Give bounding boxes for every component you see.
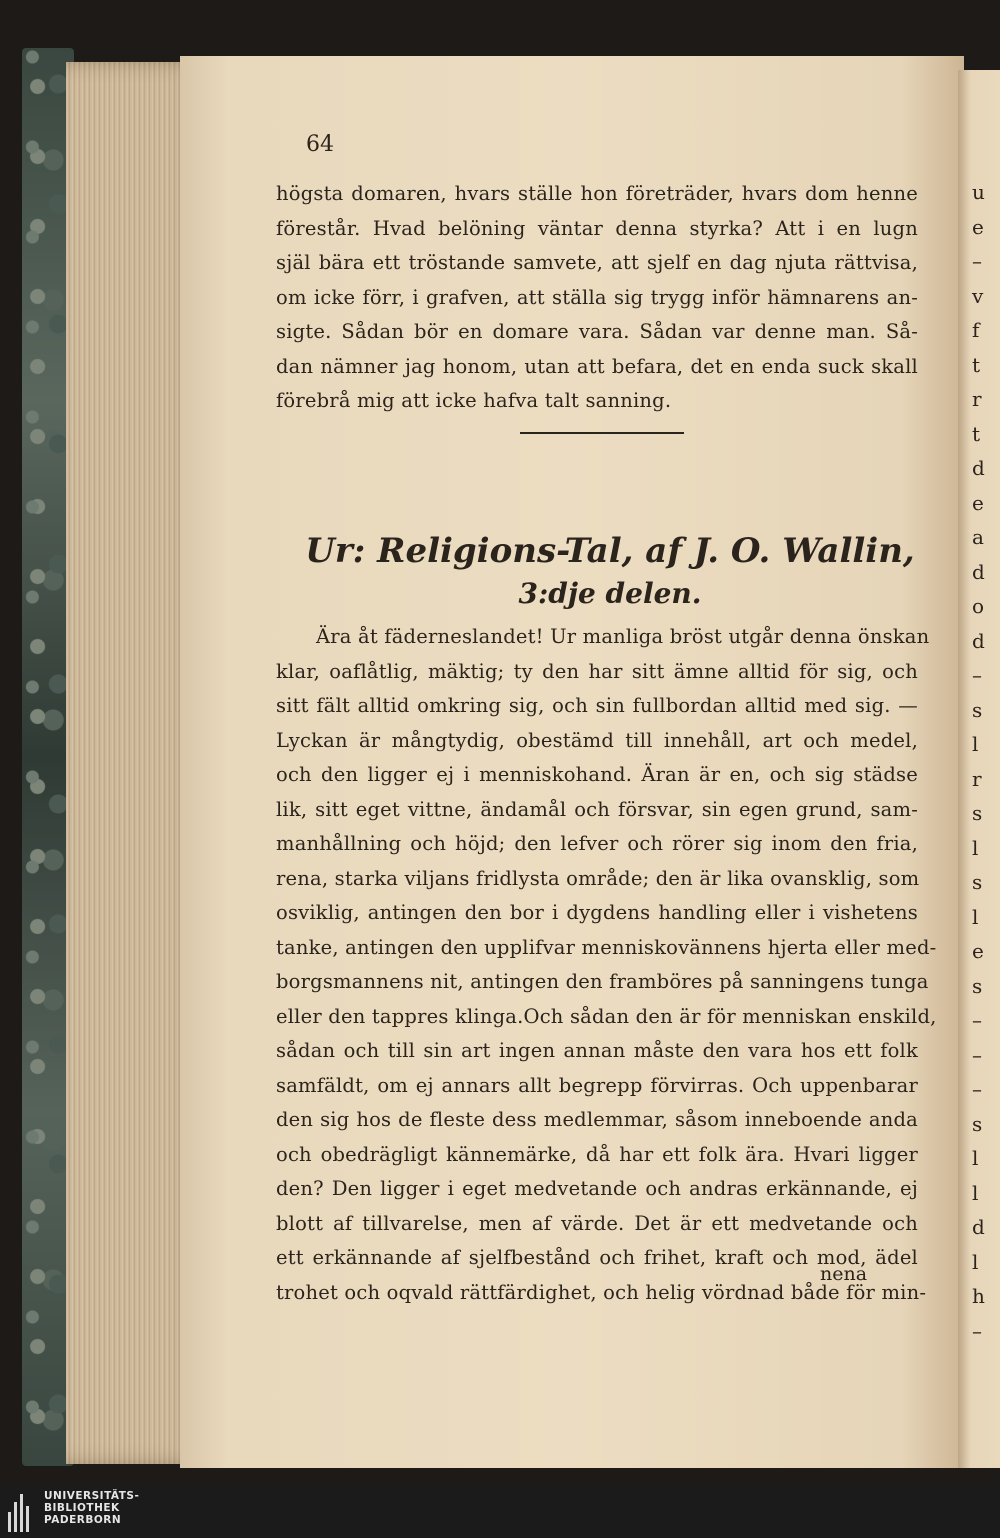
facing-page-letter: e: [972, 939, 984, 963]
facing-page-letter: t: [972, 352, 981, 377]
logo-line-2: BIBLIOTHEK: [44, 1502, 120, 1514]
text-line: förebrå mig att icke hafva talt sanning.: [276, 389, 672, 412]
facing-page-letter: –: [972, 1077, 982, 1101]
text-line: klar, oaflåtlig, mäktig; ty den har sitt ämne alltid för sig, och: [276, 659, 918, 683]
facing-page-letter: f: [972, 318, 980, 342]
facing-page-letter: h: [972, 1284, 985, 1308]
facing-page-letter: d: [972, 456, 985, 480]
text-line: lik, sitt eget vittne, ändamål och försvar, sin egen grund, sam-: [276, 797, 918, 821]
text-line: ett erkännande af sjelfbestånd och frihet, kraft och mod, ädel: [276, 1246, 918, 1269]
text-line: Lyckan är mångtydig, obestämd till innehåll, art och medel,: [276, 728, 918, 752]
facing-page-letter: l: [972, 732, 979, 756]
text-line: trohet och oqvald rättfärdighet, och helig vördnad både för min-: [276, 1280, 927, 1304]
text-line: dan nämner jag honom, utan att befara, det en enda suck skall: [276, 354, 918, 378]
facing-page-letter: –: [972, 1318, 982, 1343]
facing-page-letter: d: [972, 628, 985, 653]
facing-page-letter: v: [972, 283, 984, 308]
facing-page-letter: t: [972, 421, 981, 446]
facing-page-letter: d: [972, 1215, 985, 1239]
facing-page-letter: a: [972, 525, 984, 549]
text-line: om icke förr, i grafven, att ställa sig trygg inför hämnarens an-: [276, 285, 918, 309]
text-line: blott af tillvarelse, men af värde. Det är ett medvetande och: [276, 1211, 918, 1235]
facing-page-letter: –: [972, 1008, 982, 1032]
library-logo-text: [44, 1490, 139, 1526]
facing-page-edge: [958, 70, 1000, 1468]
text-line: sigte. Sådan bör en domare vara. Sådan var denne man. Så-: [276, 320, 918, 343]
text-line: samfäldt, om ej annars allt begrepp förvirras. Och uppenbarar: [276, 1073, 918, 1097]
text-line: rena, starka viljans fridlysta område; den är lika ovansklig, som: [276, 866, 920, 890]
facing-page-letter: s: [972, 870, 983, 894]
facing-page-letter: e: [972, 490, 984, 515]
facing-page-letter: o: [972, 594, 985, 618]
text-line: osviklig, antingen den bor i dygdens handling eller i vishetens: [276, 901, 918, 924]
text-line: Ära åt fäderneslandet! Ur manliga bröst utgår denna önskan: [316, 625, 930, 648]
facing-page-letter: l: [972, 904, 979, 929]
facing-page-letter: –: [972, 249, 982, 273]
facing-page-letter: l: [972, 1146, 979, 1170]
facing-page-letter: –: [972, 663, 982, 687]
text-line: tanke, antingen den upplifvar menniskovännens hjerta eller med-: [276, 935, 937, 959]
facing-page-letter: s: [972, 973, 983, 998]
text-line: och obedrägligt kännemärke, då har ett folk ära. Hvari ligger: [276, 1142, 918, 1166]
logo-line-1: UNIVERSITÄTS-: [44, 1490, 140, 1502]
text-line: eller den tappres klinga.Och sådan den är för menniskan enskild,: [276, 1004, 937, 1028]
text-line: själ bära ett tröstande samvete, att sjelf en dag njuta rättvisa,: [276, 251, 918, 274]
facing-page-letter: l: [972, 835, 979, 860]
facing-page-letter: r: [972, 766, 982, 791]
text-line: sådan och till sin art ingen annan måste den vara hos ett folk: [276, 1039, 918, 1062]
text-line: förestår. Hvad belöning väntar denna styrka? Att i en lugn: [276, 216, 918, 240]
section-divider: [520, 432, 684, 434]
facing-page-letter: l: [972, 1180, 979, 1205]
facing-page-letter: d: [972, 559, 985, 584]
facing-page-letter: r: [972, 387, 982, 411]
facing-page-letter: s: [972, 697, 983, 722]
catchword: nena: [820, 1263, 868, 1285]
text-line: den? Den ligger i eget medvetande och andras erkännande, ej: [276, 1177, 918, 1200]
facing-page-letter: e: [972, 214, 984, 239]
facing-page-letter: l: [972, 1249, 979, 1274]
text-line: borgsmannens nit, antingen den framböres på sanningens tunga: [276, 970, 929, 993]
library-logo-icon: [8, 1494, 38, 1532]
section-heading: Ur: Religions-Tal, af J. O. Wallin,: [305, 531, 915, 571]
text-line: sitt fält alltid omkring sig, och sin fullbordan alltid med sig. —: [276, 694, 918, 717]
facing-page-letter: u: [972, 180, 985, 204]
section-subheading: 3:dje delen.: [518, 577, 702, 610]
library-footer: [0, 1486, 1000, 1538]
text-line: manhållning och höjd; den lefver och rörer sig inom den fria,: [276, 832, 918, 855]
facing-page-letter: s: [972, 1111, 983, 1136]
paragraph-2: [276, 620, 937, 1310]
facing-page-letter: s: [972, 801, 983, 825]
page-number: 64: [306, 132, 334, 157]
facing-page-letter: –: [972, 1042, 982, 1067]
logo-line-3: PADERBORN: [44, 1514, 122, 1526]
text-line: högsta domaren, hvars ställe hon företräder, hvars dom henne: [276, 182, 918, 205]
text-line: den sig hos de fleste dess medlemmar, såsom inneboende anda: [276, 1108, 918, 1131]
paragraph-1: [276, 177, 918, 419]
text-line: och den ligger ej i menniskohand. Äran är en, och sig städse: [276, 763, 918, 786]
